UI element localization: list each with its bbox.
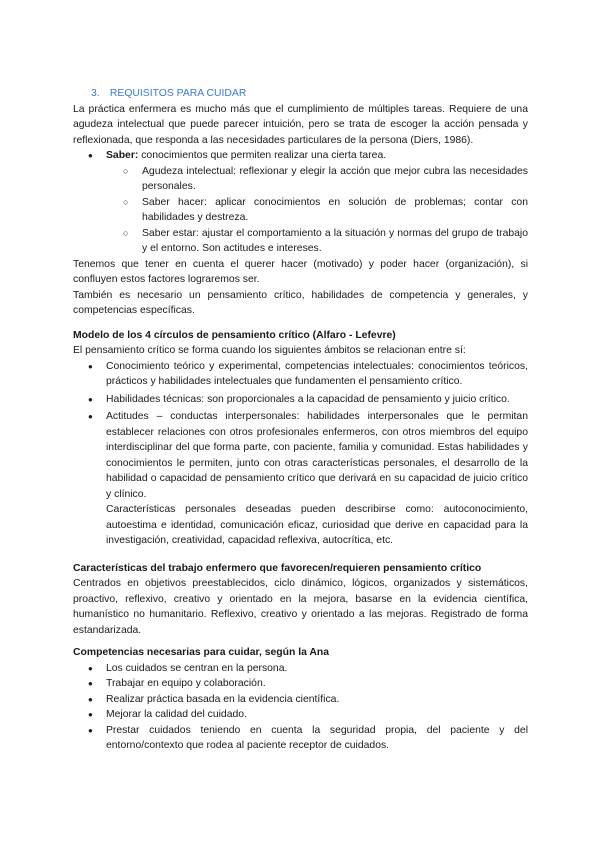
saber-item xyxy=(73,148,528,257)
competencias-item: ● Prestar cuidados teniendo en cuenta la seguridad propia, del paciente y del entorno/contexto que rodea al paciente receptor de cuidados. xyxy=(73,723,528,754)
section-number: 3. xyxy=(91,88,100,99)
competencias-list xyxy=(73,661,528,754)
modelo-item-extra: Características personales deseadas pueden describirse como: autoconocimiento, autoestima e identidad, comunicación eficaz, curiosidad que derive en capacidad para la investigación, creatividad, capacidad reflexiva, autocrítica, etc. xyxy=(106,504,528,546)
saber-subitem: ○ Saber hacer: aplicar conocimientos en solución de problemas; contar con habilidades y destreza. xyxy=(106,195,528,226)
competencias-item: ● Los cuidados se centran en la persona. xyxy=(73,661,528,677)
intro-paragraph: La práctica enfermera es mucho más que el cumplimiento de múltiples tareas. Requiere de una agudeza intelectual que puede parecer intuición, pero se trata de escoger la acción pensada y reflexionada, que responda a las necesidades particulares de la persona (Diers, 1986). xyxy=(73,103,528,146)
saber-list xyxy=(73,148,528,257)
section-title: REQUISITOS PARA CUIDAR xyxy=(109,88,247,99)
section-heading xyxy=(91,86,528,102)
modelo-item: ● Conocimiento teórico y experimental, competencias intelectuales: conocimientos teóricos, prácticos y habilidades intelectuales que fundamenten el pensamiento crítico. xyxy=(73,359,528,390)
caracteristicas-title: Características del trabajo enfermero que favorecen/requieren pensamiento crítico xyxy=(73,562,482,574)
competencias-item: ● Trabajar en equipo y colaboración. xyxy=(73,676,528,692)
modelo-item: ● Habilidades técnicas: son proporcionales a la capacidad de pensamiento y juicio crítico. xyxy=(73,392,528,408)
modelo-title: Modelo de los 4 círculos de pensamiento crítico (Alfaro - Lefevre) xyxy=(73,329,396,341)
modelo-list xyxy=(73,359,528,549)
paragraph-pensamiento: También es necesario un pensamiento crítico, habilidades de competencia y generales, y competencias específicas. xyxy=(73,289,528,316)
saber-text: conocimientos que permiten realizar una cierta tarea. xyxy=(138,150,387,161)
caracteristicas-text: Centrados en objetivos preestablecidos, ciclo dinámico, lógicos, organizados y sistemáticos, proactivo, reflexivo, creativo y orientado en la mejora, basarse en la evidencia científica, humanístico no humanitario. Reflexivo, creativo y orientado a las mejoras. Registrado de forma estandarizada. xyxy=(73,578,528,636)
modelo-item xyxy=(73,409,528,549)
saber-sublist xyxy=(73,164,528,257)
modelo-intro: El pensamiento crítico se forma cuando los siguientes ámbitos se relacionan entre sí: xyxy=(73,345,466,356)
paragraph-querer: Tenemos que tener en cuenta el querer hacer (motivado) y poder hacer (organización), si confluyen estos factores lograremos ser. xyxy=(73,258,528,285)
competencias-title: Competencias necesarias para cuidar, según la Ana xyxy=(73,647,330,658)
saber-subitem: ○ Agudeza intelectual: reflexionar y elegir la acción que mejor cubra las necesidades personales. xyxy=(106,164,528,195)
competencias-item: ● Realizar práctica basada en la evidencia científica. xyxy=(73,692,528,708)
saber-subitem: ○ Saber estar: ajustar el comportamiento a la situación y normas del grupo de trabajo y el entorno. Son actitudes e intereses. xyxy=(106,226,528,257)
saber-label: Saber: xyxy=(106,150,139,161)
competencias-item: ● Mejorar la calidad del cuidado. xyxy=(73,707,528,723)
document-page xyxy=(73,86,528,754)
modelo-item-text: Actitudes – conductas interpersonales: habilidades interpersonales que le permitan establecer relaciones con otros profesionales enfermeros, con otros miembros del equipo interdisciplinar del que forma parte, con paciente, familia y comunidad. Estas habilidades y conocimientos le permiten, junto con otras características personales, el desarrollo de la habilidad o capacidad de pensamiento crítico que derivará en su capacidad de juicio crítico y clínico. xyxy=(106,411,528,500)
